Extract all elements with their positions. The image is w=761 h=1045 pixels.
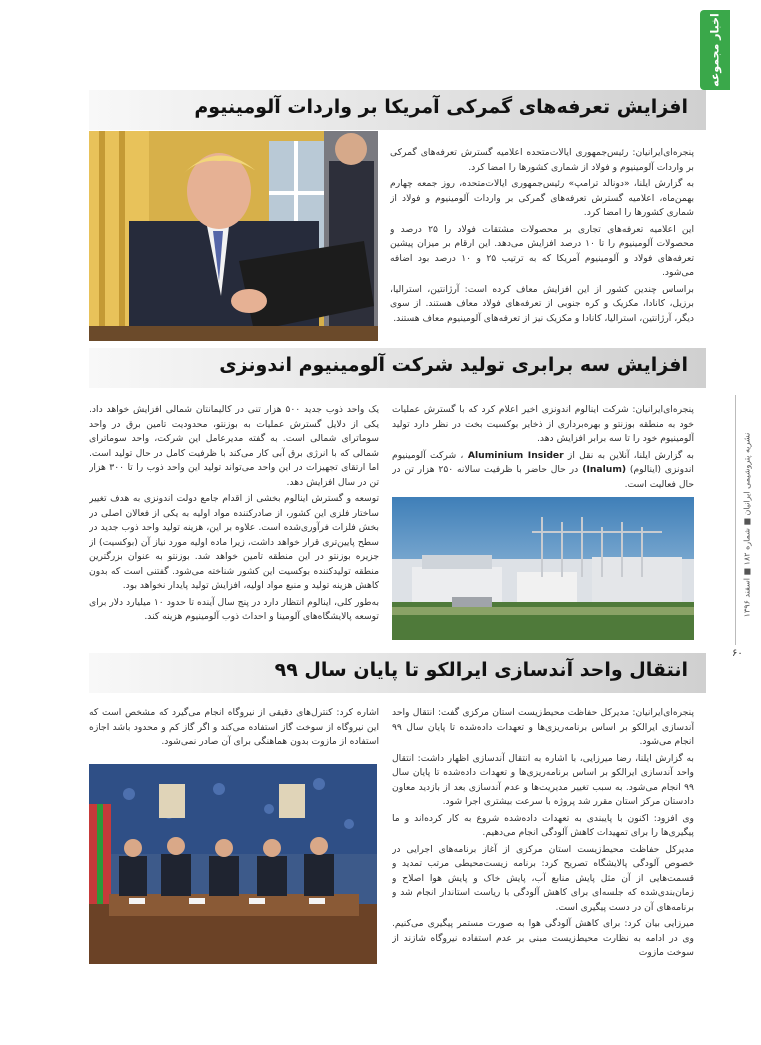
- article-2-body-right: [392, 403, 694, 493]
- smelter-plant-photo: [392, 497, 694, 640]
- meeting-room-photo: [89, 764, 377, 964]
- page-number: ۶۰: [732, 648, 743, 659]
- article-3-paragraph: اشاره کرد: کنترل‌های دقیقی از نیروگاه انجام می‌گیرد که مشخص است که این نیروگاه از سوخت گاز استفاده می‌کند و اگر گاز کم و محدود باشد اجازه استفاده از مازوت بدون هماهنگی برای آن صادر نمی‌شود.: [89, 707, 379, 747]
- article-1-title: افزایش تعرفه‌های گمرکی آمریکا بر واردات آلومینیوم: [194, 96, 688, 118]
- article-2-header: [89, 348, 706, 388]
- article-2-paragraph: یک واحد ذوب جدید ۵۰۰ هزار تنی در کالیمانتان شمالی افزایش خواهد داد. یکی از دلایل گسترش عملیات به بوزنتو، محدودیت تامین برق در واحد سوماترای شمالی است. به گفته مدیرعامل این شرکت، واحد سوماترای شمالی که با انرژی برق آبی کار می‌کند با ظرفیت کامل در حال تولید است. اما ارتقای تجهیزات در این واحد می‌تواند تولید این واحد ذوب را تا ۳۰۰ هزار تن در سال افزایش دهد.: [89, 404, 379, 488]
- article-3-paragraph: وی افزود: اکنون با پایبندی به تعهدات داده‌شده شروع به کار کرده‌اند و ما پیگیری‌ها را برای تمهیدات کاهش آلودگی انجام می‌دهیم.: [392, 812, 694, 838]
- article-2-paragraph: توسعه و گسترش اینالوم بخشی از اقدام جامع دولت اندونزی به هدف تغییر ساختار فلزی این کشور، از صادرکننده مواد اولیه به یکی از فعالان اصلی در بخش فلزات فرآوری‌شده است. علاوه بر این، هزینه تولید واحد ذوب جدید در سطح پایین‌تری قرار خواهد داشت، زیرا ماده اولیه مورد نیاز آن (بوکسیت) از جزیره بوزنتو در این منطقه تامین خواهد شد. بوزنتو به عنوان بزرگترین منطقه تولیدکننده بوکسیت این کشور شناخته می‌شود. گفتنی است که بدون کاهش هزینه تولید و منبع مواد اولیه، افزایش تولید پایدار نخواهد بود.: [89, 493, 379, 591]
- article-3-body-right: [392, 706, 694, 971]
- article-1-paragraph: این اعلامیه تعرفه‌های تجاری بر محصولات مشتقات فولاد را ۲۵ درصد و محصولات آلومینیوم را تا ۱۰ درصد افزایش می‌دهد. این ارقام بر میزان پیشین تعرفه‌های فولاد و آلومینیوم آمریکا که به ترتیب ۲۵ و ۱۰ درصد بود اضافه می‌شود.: [390, 223, 694, 278]
- article-3-body-left: [89, 706, 379, 758]
- article-2-paragraph: به‌طور کلی، اینالوم انتظار دارد در پنج سال آینده تا حدود ۱۰ میلیارد دلار برای توسعه پالایشگاه‌های آلومینا و احداث ذوب آلومینیوم هزینه کند.: [89, 596, 379, 622]
- article-3-header: [89, 653, 706, 693]
- magazine-issue-info: نشریه پتروشیمی ایرانیان ■ شماره ۱۸۲ ■ اسفند ۱۳۹۶: [742, 432, 752, 618]
- article-2-title: افزایش سه برابری تولید شرکت آلومینیوم اندونزی: [219, 354, 688, 376]
- article-1-paragraph: پنجره‌ای‌ایرانیان: رئیس‌جمهوری ایالات‌متحده اعلامیه گسترش تعرفه‌های گمرکی بر واردات آلومینیوم و فولاد از شماری کشورها را امضا کرد.: [390, 147, 694, 173]
- section-tab: اخبار مجموعه: [700, 10, 730, 90]
- article-2-paragraph: پنجره‌ای‌ایرانیان: شرکت اینالوم اندونزی اخیر اعلام کرد که با گسترش عملیات خود به منطقه بوزنتو و بهره‌برداری از ذخایر بوکسیت بخت در نظر دارد تولید آلومینیوم خود را تا سه برابر افزایش دهد.: [392, 404, 694, 444]
- article-1-paragraph: به گزارش ایلنا، «دونالد ترامپ» رئیس‌جمهوری ایالات‌متحده، روز جمعه چهارم بهمن‌ماه، اعلامیه گسترش تعرفه‌های گمرکی بر واردات آلومینیوم و فولاد از شماری کشورها را امضا کرد.: [390, 178, 694, 218]
- article-3-title: انتقال واحد آندسازی ایرالکو تا پایان سال ۹۹: [274, 659, 688, 681]
- article-3-paragraph: به گزارش ایلنا، رضا میرزایی، با اشاره به انتقال آندسازی اظهار داشت: انتقال واحد آندسازی ایرالکو بر اساس برنامه‌ریزی‌ها و تعهدات داده‌شده تا پایان سال ۹۹ انجام می‌شود. به سبب تغییر مدیریت‌ها و عدم آندسازی بعد از بازدید معاون دادستان مرکز استان مقرر شد پروژه با سرعت بیشتری اجرا شود.: [392, 752, 694, 807]
- latin-term: Aluminium Insider: [463, 449, 564, 461]
- trump-signing-photo: [89, 131, 378, 341]
- article-1-header: [89, 90, 706, 130]
- article-3-paragraph: پنجره‌ای‌ایرانیان: مدیرکل حفاظت محیط‌زیست استان مرکزی گفت: انتقال واحد آندسازی ایرالکو بر اساس برنامه‌ریزی‌ها و تعهدات داده‌شده تا پایان سال ۹۹ انجام می‌شود.: [392, 707, 694, 747]
- article-2-paragraph-en: به گزارش ایلنا، آنلاین به نقل از Aluminium Insider ، شرکت آلومینیوم اندونزی (اینالوم) (Inalum) در حال حاضر با ظرفیت سالانه ۲۵۰ هزار تن در حال فعالیت است.: [392, 449, 694, 490]
- article-1-body: [390, 146, 694, 341]
- latin-term: (Inalum): [578, 464, 627, 475]
- article-3-paragraph: مدیرکل حفاظت محیط‌زیست استان مرکزی از آغاز برنامه‌های اجرایی در خصوص آلودگی پالایشگاه تصریح کرد: برنامه زیست‌محیطی مرتب تمدید و قسمت‌هایی از آن مثل پایش منابع آب، پایش خاک و پایش هوا اصلاح و زمان‌بندی‌شده که جلسه‌ای برای کاهش آلودگی با ریاست استاندار انجام شد و برنامه‌های آن در دست پیگیری است.: [392, 843, 694, 913]
- article-2-body-left: [89, 403, 379, 643]
- side-divider: [735, 395, 736, 645]
- article-3-paragraph: میرزایی بیان کرد: برای کاهش آلودگی هوا به صورت مستمر پیگیری می‌کنیم. وی در ادامه به نظارت محیط‌زیست مبنی بر عدم استفاده نیروگاه شازند از سوخت مازوت: [392, 918, 694, 958]
- article-1-paragraph: براساس چندین کشور از این افزایش معاف کرده است: آرژانتین، استرالیا، برزیل، کانادا، مکزیک و کره جنوبی از تعرفه‌های فولاد معاف هستند. از سوی دیگر، آرژانتین، استرالیا، کانادا و مکزیک نیز از تعرفه‌های آلومینیوم معاف هستند.: [390, 283, 694, 324]
